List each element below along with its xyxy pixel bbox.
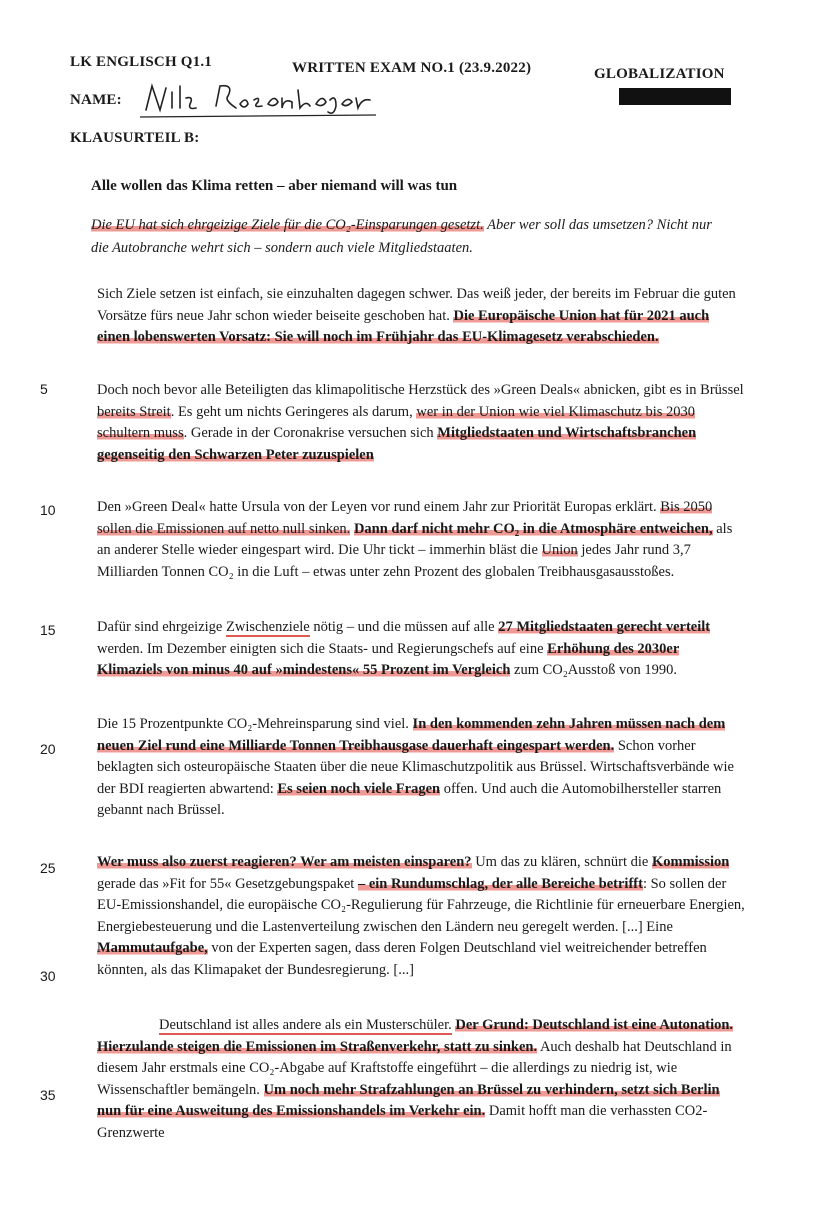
p5-highlight-2: Es seien noch viele Fragen <box>277 780 441 797</box>
p3-text-c: als an anderer Stelle wieder eingespart wird. Die Uhr tickt – immerhin bläst die <box>97 520 733 558</box>
p2-text-b: . Es geht um nichts Geringeres als darum, <box>170 403 417 420</box>
p5-highlight-1: In den kommenden zehn Jahren müssen nach dem neuen Ziel rund eine Milliarde Tonnen Treibhausgase dauerhaft eingespart werden. <box>97 716 726 754</box>
p6-highlight-4: Mammutaufgabe, <box>97 940 208 956</box>
p2-text-c: . Gerade in der Coronakrise versuchen sich <box>183 425 438 441</box>
p4-underline-1: Zwischenziele <box>225 619 310 635</box>
p2-highlight-2: wer in der Union wie viel Klimaschutz bis 2030 schultern muss <box>97 403 696 441</box>
p3-text-a: Den »Green Deal« hatte Ursula von der Leyen vor rund einem Jahr zur Priorität Europas erklärt. <box>97 499 661 515</box>
p4-highlight-1: 27 Mitgliedstaaten gerecht verteilt <box>498 619 711 635</box>
p2-highlight-3: Mitgliedstaaten und Wirtschaftsbranchen gegenseitig den Schwarzen Peter zuzuspielen <box>97 425 697 463</box>
line-number: 30 <box>40 968 56 984</box>
p4-text-b: nötig – und die müssen auf alle <box>309 619 499 635</box>
p3-highlight-3: Union <box>541 542 578 558</box>
line-number: 25 <box>40 860 56 876</box>
article-lead <box>91 214 731 260</box>
p2-text-a: Doch noch bevor alle Beteiligten das klimapolitische Herzstück des »Green Deals« abnicken, gibt es in Brüssel <box>97 382 744 398</box>
p1-text: Sich Ziele setzen ist einfach, sie einzuhalten dagegen schwer. Das weiß jeder, der bereits im Februar die guten Vorsätze fürs neue Jahr schon wieder beiseite geschoben hat. <box>97 286 736 324</box>
p7-text-c: Damit hofft man die verhassten CO2-Grenzwerte <box>97 1103 708 1141</box>
course-label: LK ENGLISCH Q1.1 <box>70 54 212 70</box>
p5-text-b: Schon vorher beklagten sich osteuropäische Staaten über die neue Klimaschutzpolitik aus Brüssel. Wirtschaftsverbände wie der BDI reagierten abwartend: <box>97 737 734 797</box>
p6-highlight-1: Wer muss also zuerst reagieren? Wer am meisten einsparen? <box>97 854 472 870</box>
paragraph-4 <box>97 617 745 682</box>
p6-highlight-2: Kommission <box>651 854 730 870</box>
p6-highlight-3: – ein Rundumschlag, der alle Bereiche betrifft <box>357 875 643 892</box>
topic-label: GLOBALIZATION <box>594 66 725 82</box>
paragraph-6 <box>97 852 745 981</box>
p4-highlight-2: Erhöhung des 2030er Klimaziels von minus 40 auf »mindestens« 55 Prozent im Vergleich <box>97 640 680 678</box>
p6-text-c: : So sollen der EU-Emissionshandel, die europäische CO₂-Regulierung für Fahrzeuge, die Richtlinie für erneuerbare Energien, Energiebesteuerung und die Lastenverteilung zwischen den Ländern neu geregelt werden. [...] Eine <box>97 875 745 935</box>
p5-text-c: offen. Und auch die Automobilhersteller starren gebannt nach Brüssel. <box>97 780 722 818</box>
p1-highlight: Die Europäische Union hat für 2021 auch einen lobenswerten Vorsatz: Sie will noch im Frühjahr das EU-Klimagesetz verabschieden. <box>97 307 710 345</box>
p5-text-a: Die 15 Prozentpunkte CO₂-Mehreinsparung sind viel. <box>97 716 413 732</box>
line-number: 15 <box>40 622 56 638</box>
name-label: NAME: <box>70 92 122 108</box>
handwritten-signature <box>140 80 380 120</box>
lead-highlight: Die EU hat sich ehrgeizige Ziele für die CO₂-Einsparungen gesetzt. <box>91 217 484 233</box>
p7-underline-1: Deutschland ist alles andere als ein Musterschüler. <box>159 1017 452 1033</box>
p7-highlight-2: Um noch mehr Strafzahlungen an Brüssel zu verhindern, setzt sich Berlin nun für eine Ausweitung des Emissionshandels im Verkehr ein. <box>97 1081 720 1119</box>
p3-highlight-1: Bis 2050 sollen die Emissionen auf netto null sinken. <box>97 499 713 537</box>
p6-text-a: Um das zu klären, schnürt die <box>471 854 652 870</box>
p3-text-d: jedes Jahr rund 3,7 Milliarden Tonnen CO₂ in die Luft – etwas unter zehn Prozent des globalen Treibhausgasausstoßes. <box>97 542 691 580</box>
p4-text-d: zum CO₂Ausstoß von 1990. <box>510 662 677 678</box>
p6-text-d: von der Experten sagen, dass deren Folgen Deutschland viel weitreichender betreffen könnten, als das Klimapaket der Bundesregierung. [...] <box>97 940 707 978</box>
p6-text-b: gerade das »Fit for 55« Gesetzgebungspaket <box>97 875 358 892</box>
exam-label: WRITTEN EXAM NO.1 (23.9.2022) <box>292 60 532 76</box>
article-title: Alle wollen das Klima retten – aber niemand will was tun <box>91 178 458 194</box>
line-number: 20 <box>40 741 56 757</box>
p4-text-a: Dafür sind ehrgeizige <box>97 619 226 635</box>
p3-highlight-2: Dann darf nicht mehr CO₂ in die Atmosphäre entweichen, <box>353 520 713 537</box>
paragraph-5 <box>97 714 745 822</box>
paragraph-7 <box>97 1015 745 1144</box>
paragraph-2 <box>97 380 745 466</box>
line-number: 10 <box>40 502 56 518</box>
redaction-bar <box>619 88 731 105</box>
paragraph-1 <box>97 284 745 349</box>
lead-text: Aber wer soll das umsetzen? Nicht nur die Autobranche wehrt sich – sondern auch viele Mitgliedstaaten. <box>91 217 712 256</box>
paragraph-3 <box>97 497 745 583</box>
line-number: 5 <box>40 381 48 397</box>
line-number: 35 <box>40 1087 56 1103</box>
p4-text-c: werden. Im Dezember einigten sich die Staats- und Regierungschefs auf eine <box>97 640 548 657</box>
exam-part-label: KLAUSURTEIL B: <box>70 130 200 146</box>
p7-highlight-1: Der Grund: Deutschland ist eine Autonation. Hierzulande steigen die Emissionen im Straßenverkehr, statt zu sinken. <box>97 1017 734 1055</box>
p2-highlight-1: bereits Streit <box>97 403 171 420</box>
p7-text-b: Auch deshalb hat Deutschland in diesem Jahr erstmals eine CO₂-Abgabe auf Kraftstoffe eingeführt – die allerdings zu niedrig ist, wie Wissenschaftler bemängeln. <box>97 1038 732 1098</box>
